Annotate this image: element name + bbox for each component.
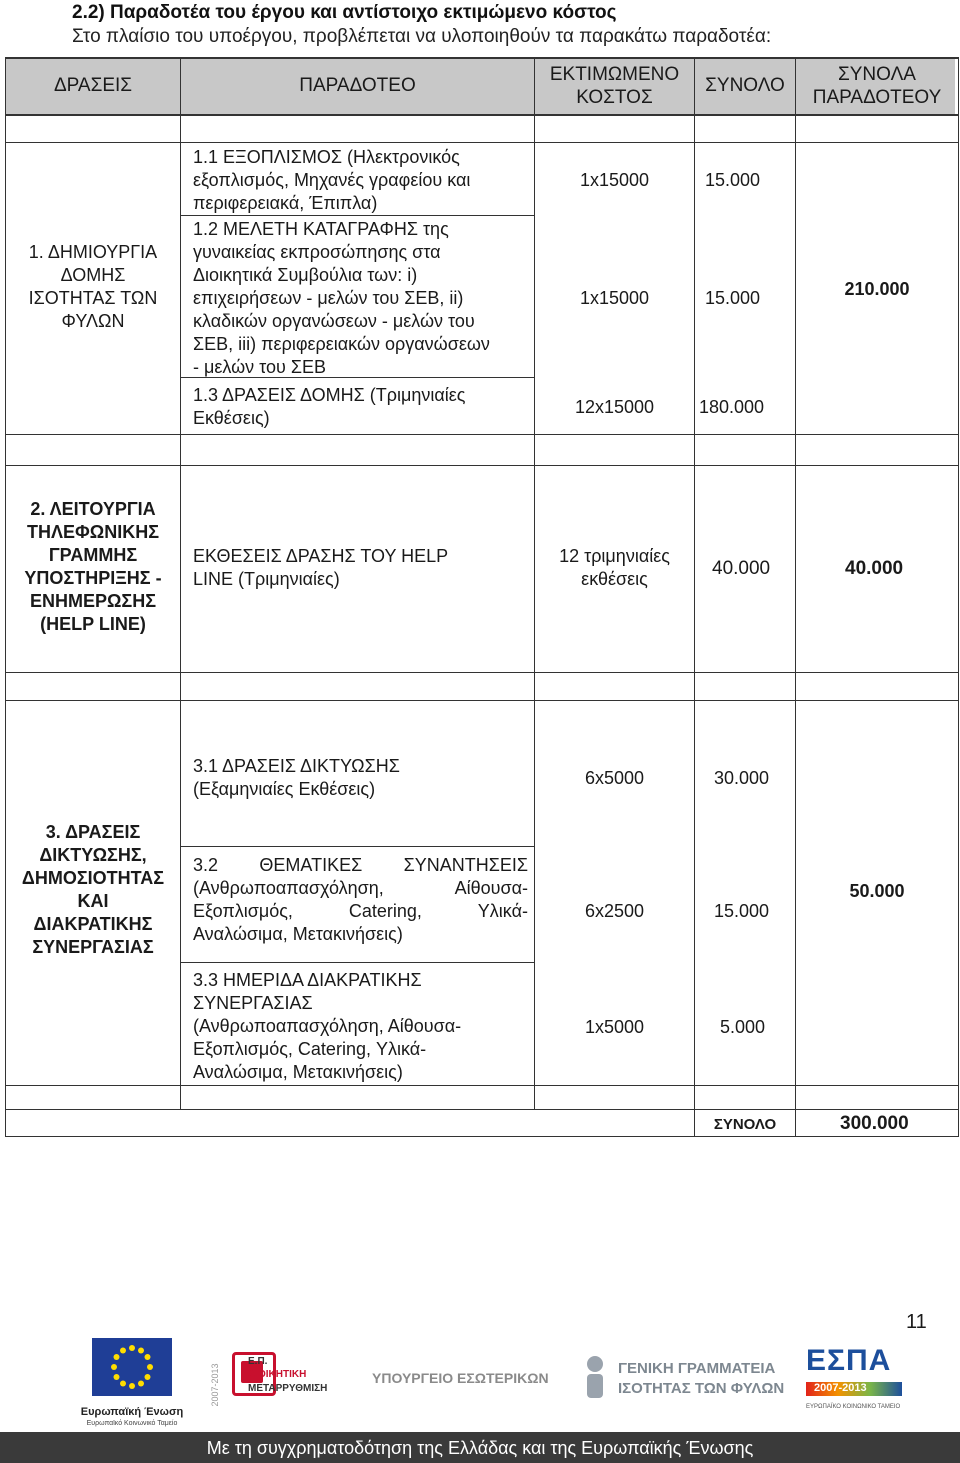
secretariat-emblem-icon (580, 1354, 610, 1402)
header-total: ΣΥΝΟΛΟ (705, 75, 785, 96)
cost-1-3: 12x15000 (574, 397, 655, 417)
total-1-2: 15.000 (705, 288, 761, 308)
group1-total: 210.000 (844, 279, 910, 299)
header-estimated-cost: ΕΚΤΙΜΩΜΕΝΟ ΚΟΣΤΟΣ (549, 64, 680, 108)
deliverable-1-2: 1.2 ΜΕΛΕΤΗ ΚΑΤΑΓΡΑΦΗΣ της γυναικείας εκπροσώπησης στα Διοικητικά Συμβούλια των: i) επιχειρήσεων - μελών του ΣΕΒ, ii) κλαδικών οργανώσεων - μελών του ΣΕΒ, iii) περιφερειακών οργανώσεων - μελών του ΣΕΒ (193, 219, 490, 377)
ep-years-vertical: 2007-2013 (210, 1363, 220, 1407)
cost-3-1: 6x5000 (584, 768, 645, 788)
group2-action: 2. ΛΕΙΤΟΥΡΓΙΑ ΤΗΛΕΦΩΝΙΚΗΣ ΓΡΑΜΜΗΣ ΥΠΟΣΤΗΡΙΞΗΣ - ΕΝΗΜΕΡΩΣΗΣ (HELP LINE) (24, 499, 162, 634)
deliverable-3-3: 3.3 ΗΜΕΡΙΔΑ ΔΙΑΚΡΑΤΙΚΗΣ ΣΥΝΕΡΓΑΣΙΑΣ (Ανθρωποαπασχόληση, Αίθουσα- Εξοπλισμός, Catering, Υλικά- Αναλώσιμα, Μετακινήσεις) (193, 970, 462, 1082)
cost-2-1: 12 τριμηνιαίες εκθέσεις (559, 546, 670, 589)
cost-1-1: 1x15000 (579, 170, 650, 190)
group3-action: 3. ΔΡΑΣΕΙΣ ΔΙΚΤΥΩΣΗΣ, ΔΗΜΟΣΙΟΤΗΤΑΣ ΚΑΙ ΔΙΑΚΡΑΤΙΚΗΣ ΣΥΝΕΡΓΑΣΙΑΣ (21, 822, 165, 957)
group1-action: 1. ΔΗΜΙΟΥΡΓΙΑ ΔΟΜΗΣ ΙΣΟΤΗΤΑΣ ΤΩΝ ΦΥΛΩΝ (28, 242, 158, 331)
total-3-3: 5.000 (720, 1017, 766, 1037)
deliverable-1-3: 1.3 ΔΡΑΣΕΙΣ ΔΟΜΗΣ (Τριμηνιαίες Εκθέσεις) (193, 385, 466, 428)
eu-logo: Ευρωπαϊκή Ένωση Ευρωπαϊκό Κοινωνικό Ταμείο (80, 1336, 184, 1428)
page-number: 11 (906, 1311, 927, 1333)
total-1-1: 15.000 (705, 170, 761, 190)
secretariat-logo: ΓΕΝΙΚΗ ΓΡΑΜΜΑΤΕΙΑ ΙΣΟΤΗΤΑΣ ΤΩΝ ΦΥΛΩΝ (580, 1354, 790, 1420)
group3-total: 50.000 (849, 881, 905, 901)
deliverable-3-2: 3.2 ΘΕΜΑΤΙΚΕΣ ΣΥΝΑΝΤΗΣΕΙΣ (Ανθρωποαπασχόληση, Αίθουσα- Εξοπλισμός, Catering, Υλικά- Αναλώσιμα, Μετακινήσεις) (193, 855, 528, 944)
footer-cofunding-text: Με τη συγχρηματοδότηση της Ελλάδας και της Ευρωπαϊκής Ένωσης (206, 1438, 754, 1458)
deliverable-1-1: 1.1 ΕΞΟΠΛΙΣΜΟΣ (Ηλεκτρονικός εξοπλισμός, Μηχανές γραφείου και περιφερειακά, Έπιπλα) (193, 147, 471, 213)
section-heading: 2.2) Παραδοτέα του έργου και αντίστοιχο εκτιμώμενο κόστος (72, 2, 617, 23)
ep-admin-reform-logo: 2007-2013 Ε.Π. ΔΙΟΙΚΗΤΙΚΗ ΜΕΤΑΡΡΥΘΜΙΣΗ (204, 1352, 354, 1424)
header-deliverable: ΠΑΡΑΔΟΤΕΟ (299, 75, 416, 96)
grand-total-value: 300.000 (840, 1113, 909, 1134)
total-3-1: 30.000 (714, 768, 770, 788)
group2-total: 40.000 (845, 558, 904, 579)
cost-3-2: 6x2500 (584, 901, 645, 921)
total-1-3: 180.000 (699, 397, 765, 417)
grand-total-label: ΣΥΝΟΛΟ (713, 1116, 777, 1133)
cost-3-3: 1x5000 (584, 1017, 645, 1037)
cost-1-2: 1x15000 (579, 288, 650, 308)
total-3-2: 15.000 (714, 901, 770, 921)
ministry-logo: ΥΠΟΥΡΓΕΙΟ ΕΣΩΤΕΡΙΚΩΝ (372, 1370, 549, 1386)
espa-logo: ΕΣΠΑ 2007-2013 ΕΥΡΩΠΑΪΚΟ ΚΟΙΝΩΝΙΚΟ ΤΑΜΕΙΟ (806, 1344, 901, 1410)
header-actions: ΔΡΑΣΕΙΣ (53, 75, 133, 96)
header-deliverable-totals: ΣΥΝΟΛΑ ΠΑΡΑΔΟΤΕΟΥ (812, 64, 942, 108)
deliverable-2-1: ΕΚΘΕΣΕΙΣ ΔΡΑΣΗΣ ΤΟΥ HELP LINE (Τριμηνιαίες) (193, 546, 449, 589)
eu-flag-icon (80, 1336, 184, 1406)
deliverable-3-1: 3.1 ΔΡΑΣΕΙΣ ΔΙΚΤΥΩΣΗΣ (Εξαμηνιαίες Εκθέσεις) (193, 756, 400, 799)
intro-text: Στο πλαίσιο του υποέργου, προβλέπεται να υλοποιηθούν τα παρακάτω παραδοτέα: (72, 26, 772, 47)
total-2-1: 40.000 (712, 558, 771, 579)
